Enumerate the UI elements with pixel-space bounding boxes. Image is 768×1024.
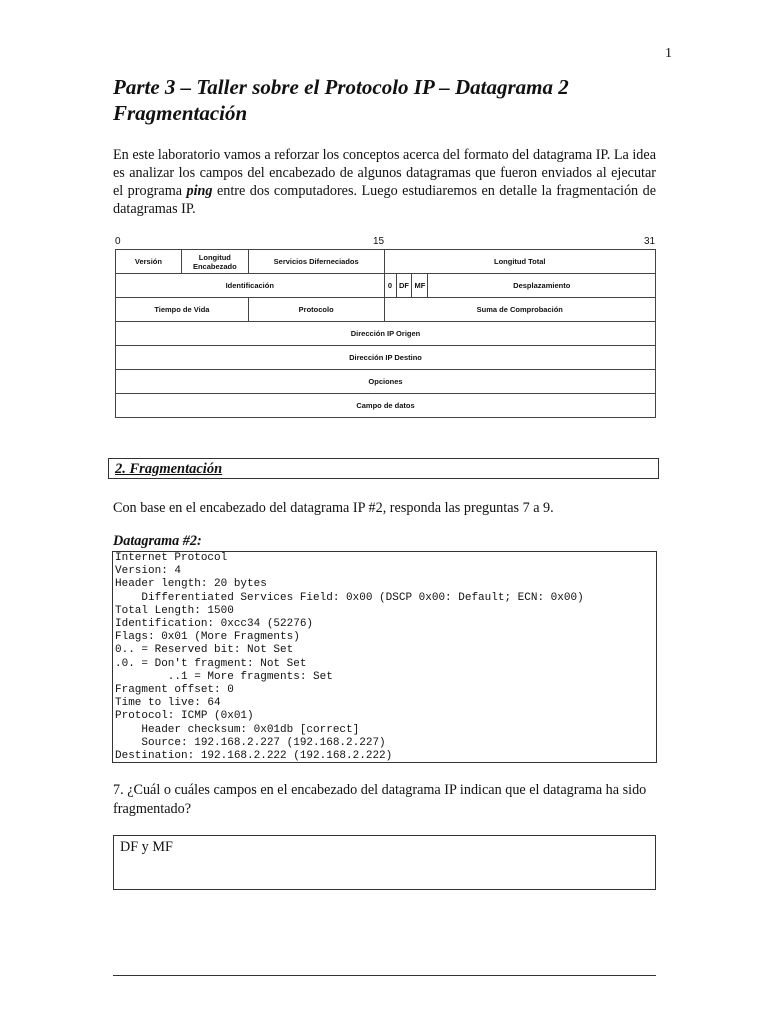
intro-paragraph (113, 146, 656, 218)
answer-box-7[interactable] (113, 835, 656, 890)
field-flag-0: 0 (384, 274, 396, 298)
ip-header-diagram (115, 249, 656, 418)
title-line-1: Parte 3 – Taller sobre el Protocolo IP – Datagrama 2 (113, 75, 569, 99)
field-header-length (181, 250, 248, 274)
packet-line: Internet Protocol (115, 552, 228, 564)
intro-part-1: En este laboratorio vamos a reforzar los conceptos acerca del formato del datagrama IP. La idea es analizar los campos del encabezado de algunos datagramas que fueron enviados al ejecutar el programa (113, 147, 656, 199)
intro-part-2: entre dos computadores. Luego estudiaremos en detalle la fragmentación de datagramas IP. (113, 183, 656, 217)
section-heading: 2. Fragmentación (115, 461, 223, 477)
packet-dump (112, 551, 657, 763)
title-line-2: Fragmentación (113, 101, 248, 125)
field-header-length-line-1: Longitud (198, 252, 231, 262)
packet-line: Destination: 192.168.2.222 (192.168.2.222) (115, 750, 393, 763)
field-header-length-line-2: Encabezado (192, 261, 237, 271)
section-heading-box (108, 458, 659, 479)
page-number: 1 (665, 46, 672, 61)
intro-emphasis-ping: ping (186, 183, 213, 199)
field-total-length: Longitud Total (384, 250, 655, 274)
packet-line: Protocol: ICMP (0x01) (115, 710, 254, 723)
packet-line: Header checksum: 0x01db [correct] (115, 723, 360, 736)
question-7: 7. ¿Cuál o cuáles campos en el encabezado del datagrama IP indican que el datagrama ha sido fragmentado? (113, 782, 647, 817)
field-identification: Identificación (116, 274, 385, 298)
bit-scale-end: 31 (644, 236, 656, 247)
footer-rule (113, 975, 656, 976)
field-data: Campo de datos (116, 394, 656, 418)
packet-line: Header length: 20 bytes (115, 578, 267, 591)
field-flag-mf: MF (412, 274, 428, 298)
packet-line: ..1 = More fragments: Set (115, 670, 333, 683)
field-protocol: Protocolo (248, 298, 384, 322)
packet-line: Differentiated Services Field: 0x00 (DSCP 0x00: Default; ECN: 0x00) (115, 591, 584, 604)
answer-7-text: DF y MF (120, 839, 173, 855)
packet-line: Fragment offset: 0 (115, 684, 234, 697)
field-flag-df: DF (396, 274, 412, 298)
field-checksum: Suma de Comprobación (384, 298, 655, 322)
field-version: Versión (116, 250, 182, 274)
field-ttl: Tiempo de Vida (116, 298, 249, 322)
bit-scale-mid: 15 (373, 236, 385, 247)
page-title (113, 74, 673, 126)
packet-line: .0. = Don't fragment: Not Set (115, 657, 307, 670)
packet-line: Total Length: 1500 (115, 604, 234, 617)
field-services: Servicios Diferneciados (248, 250, 384, 274)
packet-line: 0.. = Reserved bit: Not Set (115, 644, 294, 657)
packet-line: Version: 4 (115, 565, 182, 578)
questions-intro: Con base en el encabezado del datagrama IP #2, responda las preguntas 7 a 9. (113, 500, 554, 516)
field-options: Opciones (116, 370, 656, 394)
field-dest-ip: Dirección IP Destino (116, 346, 656, 370)
field-offset: Desplazamiento (428, 274, 656, 298)
bit-scale (113, 236, 658, 248)
packet-line: Flags: 0x01 (More Fragments) (115, 631, 300, 644)
bit-scale-start: 0 (115, 236, 121, 247)
field-source-ip: Dirección IP Origen (116, 322, 656, 346)
datagram-label: Datagrama #2: (113, 533, 202, 549)
packet-line: Time to live: 64 (115, 697, 221, 710)
packet-line: Identification: 0xcc34 (52276) (115, 618, 314, 631)
packet-line: Source: 192.168.2.227 (192.168.2.227) (115, 736, 386, 749)
